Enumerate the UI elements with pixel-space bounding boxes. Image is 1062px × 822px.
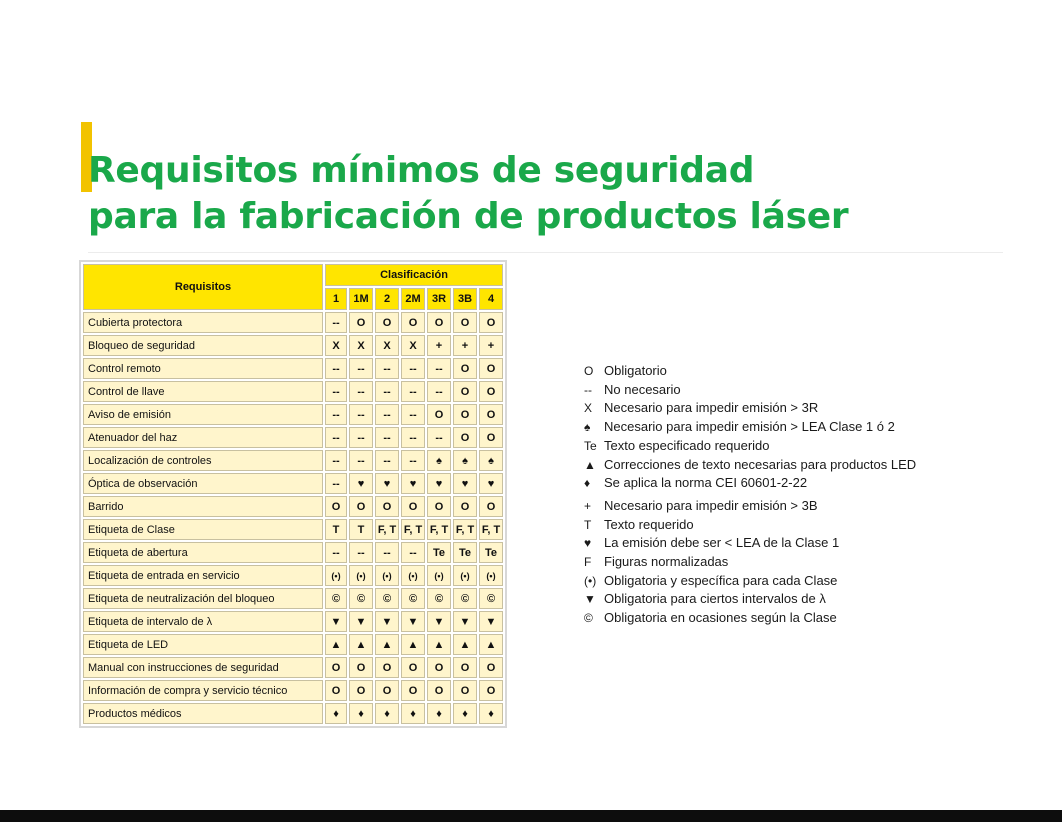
requirement-cell-class-2m: (•) — [400, 564, 426, 587]
table-row — [82, 541, 504, 564]
legend — [584, 362, 916, 628]
requirement-cell-class-1m: (•) — [348, 564, 374, 587]
requirement-cell-class-3b: ♦ — [452, 702, 478, 725]
requirement-cell-class-1m: -- — [348, 449, 374, 472]
requirement-cell-class-3b: O — [452, 357, 478, 380]
legend-text: No necesario — [604, 381, 681, 397]
requirement-cell-class-3r: O — [426, 656, 452, 679]
legend-item — [584, 516, 916, 535]
header-class-2: 2 — [374, 287, 400, 311]
requirement-name: Localización de controles — [82, 449, 324, 472]
requirement-cell-class-3b: Te — [452, 541, 478, 564]
requirement-cell-class-3b: ▲ — [452, 633, 478, 656]
requirement-cell-class-2: O — [374, 656, 400, 679]
requirement-cell-class-3b: ♠ — [452, 449, 478, 472]
requirement-cell-class-2: F, T — [374, 518, 400, 541]
slide-title — [88, 148, 848, 240]
requirement-cell-class-3b: O — [452, 311, 478, 334]
requirement-cell-class-4: ♦ — [478, 702, 504, 725]
requirement-cell-class-1: -- — [324, 541, 348, 564]
legend-symbol: ▼ — [584, 592, 596, 607]
table-row — [82, 426, 504, 449]
slide-title-line-2: para la fabricación de productos láser — [88, 196, 849, 237]
legend-item — [584, 456, 916, 475]
requirement-cell-class-4: O — [478, 380, 504, 403]
table-row — [82, 449, 504, 472]
requirement-cell-class-3r: (•) — [426, 564, 452, 587]
requirement-cell-class-1: X — [324, 334, 348, 357]
requirement-cell-class-1: -- — [324, 380, 348, 403]
requirement-cell-class-1m: -- — [348, 426, 374, 449]
legend-text: Texto requerido — [604, 516, 694, 532]
requirement-cell-class-3r: ♦ — [426, 702, 452, 725]
requirement-cell-class-4: O — [478, 495, 504, 518]
requirement-cell-class-1: (•) — [324, 564, 348, 587]
requirement-cell-class-1m: ▼ — [348, 610, 374, 633]
legend-symbol: X — [584, 401, 593, 416]
legend-item — [584, 474, 916, 493]
requirement-cell-class-1: ♦ — [324, 702, 348, 725]
legend-text: La emisión debe ser < LEA de la Clase 1 — [604, 535, 840, 551]
requirement-cell-class-1: -- — [324, 426, 348, 449]
requirement-name: Barrido — [82, 495, 324, 518]
table-row — [82, 495, 504, 518]
legend-item — [584, 553, 916, 572]
legend-text: Obligatoria para ciertos intervalos de λ — [604, 591, 826, 607]
requirement-cell-class-1: -- — [324, 449, 348, 472]
requirement-cell-class-4: + — [478, 334, 504, 357]
legend-symbol: ▲ — [584, 457, 596, 472]
legend-item — [584, 418, 916, 437]
table-row — [82, 334, 504, 357]
requirement-cell-class-1m: -- — [348, 380, 374, 403]
requirement-cell-class-1m: -- — [348, 403, 374, 426]
requirement-cell-class-2: -- — [374, 357, 400, 380]
requirement-cell-class-4: O — [478, 311, 504, 334]
requirement-cell-class-2m: -- — [400, 449, 426, 472]
bottom-bar — [0, 810, 1062, 822]
legend-symbol: © — [584, 611, 593, 626]
requirement-cell-class-2: O — [374, 679, 400, 702]
requirement-cell-class-2: -- — [374, 380, 400, 403]
requirement-name: Etiqueta de neutralización del bloqueo — [82, 587, 324, 610]
requirement-cell-class-1: ▲ — [324, 633, 348, 656]
legend-item — [584, 381, 916, 400]
requirement-cell-class-3r: O — [426, 403, 452, 426]
requirement-cell-class-1: O — [324, 656, 348, 679]
requirement-cell-class-3r: ♥ — [426, 472, 452, 495]
legend-symbol: ♥ — [584, 536, 592, 551]
legend-text: Se aplica la norma CEI 60601-2-22 — [604, 475, 808, 491]
requirement-cell-class-4: ▲ — [478, 633, 504, 656]
requirement-cell-class-2: ▼ — [374, 610, 400, 633]
requirement-cell-class-4: F, T — [478, 518, 504, 541]
header-clasificacion: Clasificación — [324, 263, 504, 287]
legend-text: Necesario para impedir emisión > LEA Clase 1 ó 2 — [604, 419, 895, 435]
requirement-cell-class-1: T — [324, 518, 348, 541]
legend-symbol: O — [584, 364, 594, 378]
requirement-cell-class-3r: ▲ — [426, 633, 452, 656]
header-class-2m: 2M — [400, 287, 426, 311]
legend-symbol: + — [584, 498, 592, 513]
requirement-name: Etiqueta de entrada en servicio — [82, 564, 324, 587]
requirement-name: Manual con instrucciones de seguridad — [82, 656, 324, 679]
requirement-cell-class-3b: © — [452, 587, 478, 610]
requirement-cell-class-1: ▼ — [324, 610, 348, 633]
requirement-cell-class-1: O — [324, 679, 348, 702]
requirement-cell-class-2m: -- — [400, 380, 426, 403]
requirement-name: Etiqueta de abertura — [82, 541, 324, 564]
requirement-cell-class-3r: Te — [426, 541, 452, 564]
legend-text: Necesario para impedir emisión > 3R — [604, 400, 819, 416]
requirement-cell-class-2m: -- — [400, 357, 426, 380]
table-row — [82, 518, 504, 541]
requirement-cell-class-1: -- — [324, 403, 348, 426]
requirement-name: Control remoto — [82, 357, 324, 380]
header-class-3r: 3R — [426, 287, 452, 311]
requirement-cell-class-1: -- — [324, 357, 348, 380]
requirement-cell-class-1m: O — [348, 679, 374, 702]
table-row — [82, 311, 504, 334]
title-divider — [88, 252, 1003, 253]
requirement-cell-class-1m: O — [348, 311, 374, 334]
slide-title-line-1: Requisitos mínimos de seguridad — [88, 150, 755, 191]
requirement-cell-class-3b: ♥ — [452, 472, 478, 495]
requirement-name: Etiqueta de intervalo de λ — [82, 610, 324, 633]
requirement-cell-class-3b: O — [452, 426, 478, 449]
requirement-cell-class-1: -- — [324, 311, 348, 334]
legend-item — [584, 399, 916, 418]
requirement-cell-class-1: © — [324, 587, 348, 610]
requirement-cell-class-2m: ♦ — [400, 702, 426, 725]
requirement-name: Información de compra y servicio técnico — [82, 679, 324, 702]
requirement-cell-class-2m: -- — [400, 541, 426, 564]
legend-text: Necesario para impedir emisión > 3B — [604, 497, 818, 513]
legend-item — [584, 590, 916, 609]
requirement-cell-class-1m: O — [348, 495, 374, 518]
requirement-cell-class-2m: © — [400, 587, 426, 610]
requirement-cell-class-1m: O — [348, 656, 374, 679]
requirement-cell-class-3b: O — [452, 403, 478, 426]
requirement-cell-class-3r: ♠ — [426, 449, 452, 472]
table-row — [82, 587, 504, 610]
header-class-1m: 1M — [348, 287, 374, 311]
requirement-name: Etiqueta de LED — [82, 633, 324, 656]
requirement-cell-class-2: O — [374, 495, 400, 518]
requirement-cell-class-1m: ▲ — [348, 633, 374, 656]
table-row — [82, 702, 504, 725]
table-row — [82, 633, 504, 656]
legend-symbol: -- — [584, 382, 592, 397]
requirement-cell-class-3b: + — [452, 334, 478, 357]
requirement-cell-class-1: -- — [324, 472, 348, 495]
requirement-cell-class-3b: (•) — [452, 564, 478, 587]
requirements-table-body — [82, 311, 504, 725]
requirement-cell-class-2: ▲ — [374, 633, 400, 656]
legend-symbol: F — [584, 555, 592, 570]
header-class-1: 1 — [324, 287, 348, 311]
requirement-cell-class-3b: O — [452, 656, 478, 679]
legend-symbol: T — [584, 517, 592, 532]
requirement-cell-class-3r: -- — [426, 426, 452, 449]
legend-symbol: (•) — [584, 573, 597, 588]
requirement-cell-class-2: ♦ — [374, 702, 400, 725]
requirement-name: Control de llave — [82, 380, 324, 403]
requirement-cell-class-2m: O — [400, 679, 426, 702]
legend-item — [584, 609, 916, 628]
requirement-cell-class-1m: © — [348, 587, 374, 610]
requirement-name: Bloqueo de seguridad — [82, 334, 324, 357]
legend-text: Figuras normalizadas — [604, 554, 729, 570]
requirement-cell-class-4: O — [478, 357, 504, 380]
table-row — [82, 472, 504, 495]
requirement-cell-class-2m: X — [400, 334, 426, 357]
requirement-cell-class-4: O — [478, 679, 504, 702]
legend-symbol: Te — [584, 438, 597, 453]
table-row — [82, 403, 504, 426]
table-row — [82, 679, 504, 702]
header-requisitos: Requisitos — [82, 263, 324, 311]
requirement-cell-class-3r: O — [426, 679, 452, 702]
requirement-cell-class-3b: O — [452, 495, 478, 518]
requirement-cell-class-2m: -- — [400, 426, 426, 449]
requirement-cell-class-2: -- — [374, 403, 400, 426]
table-row — [82, 357, 504, 380]
requirement-cell-class-2m: ♥ — [400, 472, 426, 495]
requirement-cell-class-3r: © — [426, 587, 452, 610]
table-row — [82, 380, 504, 403]
table-row — [82, 610, 504, 633]
requirement-cell-class-3r: O — [426, 311, 452, 334]
requirement-cell-class-2m: F, T — [400, 518, 426, 541]
requirement-cell-class-3r: F, T — [426, 518, 452, 541]
requirement-cell-class-1m: -- — [348, 541, 374, 564]
requirement-cell-class-2: -- — [374, 449, 400, 472]
legend-text: Obligatoria en ocasiones según la Clase — [604, 610, 837, 626]
requirement-cell-class-4: O — [478, 656, 504, 679]
requirement-cell-class-1m: -- — [348, 357, 374, 380]
requirement-cell-class-4: ♥ — [478, 472, 504, 495]
requirement-cell-class-4: ♠ — [478, 449, 504, 472]
legend-item — [584, 534, 916, 553]
legend-text: Texto especificado requerido — [604, 437, 770, 453]
legend-text: Correcciones de texto necesarias para productos LED — [604, 456, 917, 472]
header-class-4: 4 — [478, 287, 504, 311]
legend-symbol: ♠ — [584, 420, 591, 435]
requirement-name: Óptica de observación — [82, 472, 324, 495]
header-class-3b: 3B — [452, 287, 478, 311]
requirement-cell-class-4: Te — [478, 541, 504, 564]
requirement-cell-class-4: © — [478, 587, 504, 610]
legend-symbol: ♦ — [584, 476, 591, 491]
requirement-cell-class-3b: ▼ — [452, 610, 478, 633]
requirement-name: Cubierta protectora — [82, 311, 324, 334]
requirement-cell-class-4: O — [478, 426, 504, 449]
requirement-cell-class-3r: ▼ — [426, 610, 452, 633]
requirement-cell-class-1m: X — [348, 334, 374, 357]
requirement-name: Aviso de emisión — [82, 403, 324, 426]
requirement-cell-class-2m: O — [400, 656, 426, 679]
requirement-cell-class-3r: O — [426, 495, 452, 518]
requirement-cell-class-1m: ♥ — [348, 472, 374, 495]
table-row — [82, 564, 504, 587]
legend-item — [584, 437, 916, 456]
requirement-cell-class-2m: O — [400, 311, 426, 334]
requirement-cell-class-3b: O — [452, 679, 478, 702]
requirement-cell-class-2: © — [374, 587, 400, 610]
requirement-cell-class-2: O — [374, 311, 400, 334]
requirement-cell-class-3r: -- — [426, 380, 452, 403]
header-row-top — [82, 263, 504, 287]
requirement-cell-class-3r: + — [426, 334, 452, 357]
requirement-cell-class-2m: -- — [400, 403, 426, 426]
requirement-cell-class-4: O — [478, 403, 504, 426]
requirement-cell-class-2: -- — [374, 541, 400, 564]
requirement-cell-class-2: ♥ — [374, 472, 400, 495]
requirement-cell-class-2m: ▼ — [400, 610, 426, 633]
requirement-cell-class-3r: -- — [426, 357, 452, 380]
requirement-cell-class-2: X — [374, 334, 400, 357]
requirement-cell-class-1m: ♦ — [348, 702, 374, 725]
requirement-name: Etiqueta de Clase — [82, 518, 324, 541]
requirement-cell-class-1: O — [324, 495, 348, 518]
requirement-cell-class-3b: O — [452, 380, 478, 403]
legend-item — [584, 497, 916, 516]
requirement-name: Atenuador del haz — [82, 426, 324, 449]
requirement-cell-class-1m: T — [348, 518, 374, 541]
requirements-table — [81, 262, 505, 726]
requirement-cell-class-2: -- — [374, 426, 400, 449]
requirement-cell-class-3b: F, T — [452, 518, 478, 541]
legend-item — [584, 572, 916, 591]
table-row — [82, 656, 504, 679]
requirement-cell-class-2: (•) — [374, 564, 400, 587]
legend-text: Obligatorio — [604, 363, 667, 378]
requirement-cell-class-2m: O — [400, 495, 426, 518]
requirements-table-head — [82, 263, 504, 311]
legend-item — [584, 362, 916, 381]
requirement-cell-class-4: (•) — [478, 564, 504, 587]
legend-text: Obligatoria y específica para cada Clase — [604, 572, 838, 588]
requirement-name: Productos médicos — [82, 702, 324, 725]
requirement-cell-class-4: ▼ — [478, 610, 504, 633]
requirement-cell-class-2m: ▲ — [400, 633, 426, 656]
